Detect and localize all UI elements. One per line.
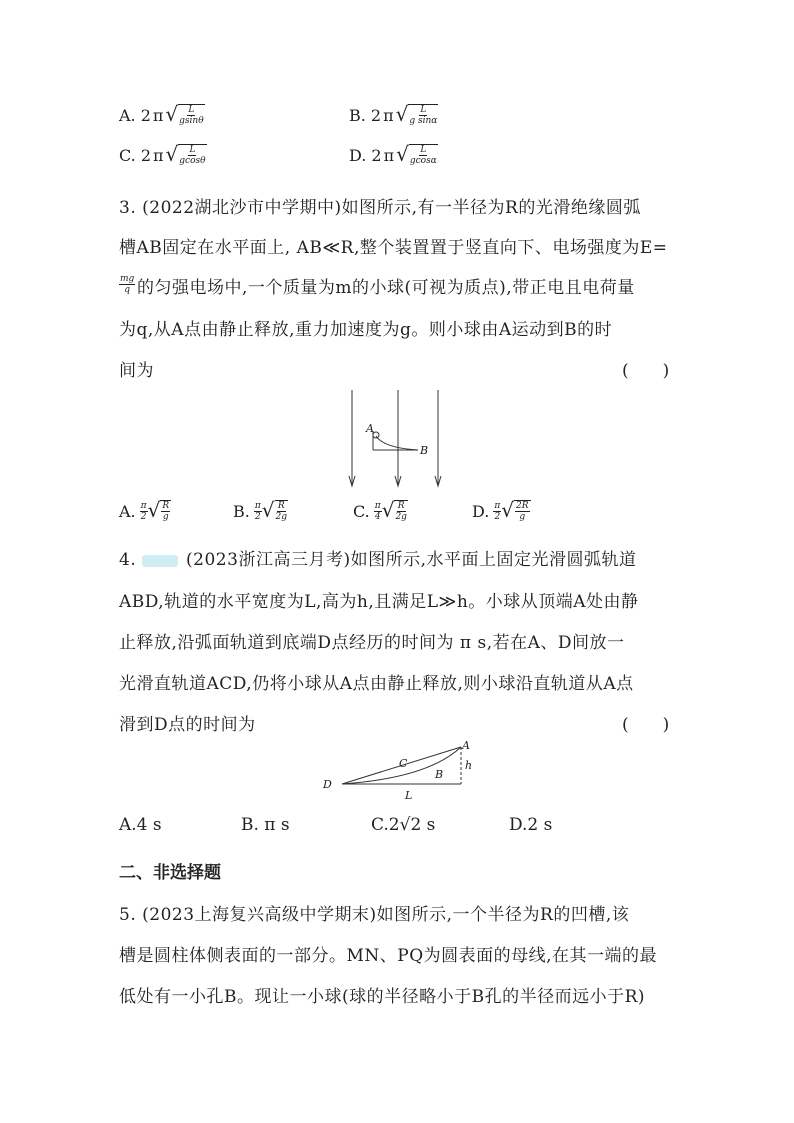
frac-num: L: [189, 145, 196, 155]
frac-den: g: [519, 512, 526, 522]
q4-line-4: 光滑直轨道ACD,仍将小球从A点由静止释放,则小球沿直轨道从A点: [119, 674, 634, 694]
q2-option-d[interactable]: [349, 144, 438, 166]
q3-line-5: 间为: [119, 361, 154, 381]
sqrt: √ $\frac{L}{gcos\theta}$: [165, 142, 206, 166]
frac-den: 2: [140, 511, 147, 522]
option-label: A. 2: [119, 105, 151, 125]
label-h: h: [465, 759, 473, 772]
coef-frac: [254, 501, 262, 522]
q5-line-1: 5. (2023上海复兴高级中学期末)如图所示,一个半径为R的凹槽,该: [119, 905, 630, 925]
label-b: B: [420, 444, 429, 457]
q5-line-3: 低处有一小孔B。现让一小球(球的半径略小于B孔的半径而远小于R): [119, 987, 646, 1007]
q4-line-2: ABD,轨道的水平宽度为L,高为h,且满足L≫h。小球从顶端A处由静: [119, 592, 639, 612]
sqrt: √ $\frac{L}{gsin\theta}$: [165, 102, 204, 126]
question-number: 4.: [119, 550, 137, 570]
frac-den: 2: [494, 511, 501, 522]
option-label: C. 2: [119, 145, 152, 165]
q3-line-4: 为q,从A点由静止释放,重力加速度为g。则小球由A运动到B的时: [119, 320, 613, 340]
frac-den: gsinθ: [179, 116, 204, 126]
q3-option-d[interactable]: [472, 500, 531, 522]
q2-option-c[interactable]: [119, 144, 207, 166]
label-c: C: [399, 757, 408, 770]
frac-den: 2: [254, 511, 261, 522]
q3-line-3: 的匀强电场中,一个质量为m的小球(可视为质点),带正电且电荷量: [137, 278, 635, 298]
q4-option-c[interactable]: C.2√2 s: [371, 815, 436, 835]
q3-option-c[interactable]: [353, 500, 408, 522]
frac-den: q: [124, 285, 131, 295]
frac-den: 2g: [395, 512, 407, 522]
frac-num: R: [277, 501, 285, 511]
frac-num: L: [188, 105, 195, 115]
sqrt: √ $\frac{L}{gcos\alpha}$: [396, 142, 437, 166]
frac-num: L: [420, 145, 427, 155]
tag-badge: [142, 555, 178, 567]
field-strength-fraction: [119, 266, 135, 295]
sqrt: √ $\frac{R}{g}$: [147, 498, 170, 522]
q4-option-d[interactable]: D.2 s: [509, 815, 553, 835]
coef-frac: [374, 501, 382, 522]
coef-frac: [140, 501, 148, 522]
q4-line-1-text: (2023浙江高三月考)如图所示,水平面上固定光滑圆弧轨道: [186, 550, 637, 570]
q4-option-a[interactable]: A.4 s: [119, 815, 162, 835]
frac-den: gcosθ: [179, 156, 206, 166]
pi-symbol: π: [383, 105, 394, 125]
frac-num: R: [162, 501, 170, 511]
sqrt: √ $\frac{L}{\text{g sinα}}$: [395, 102, 438, 126]
pi-symbol: π: [383, 145, 395, 165]
q4-line-1: [119, 545, 636, 570]
option-label: A.: [119, 501, 136, 521]
q2-option-b[interactable]: [349, 104, 438, 126]
pi-symbol: π: [152, 105, 164, 125]
option-label: B.: [233, 501, 250, 521]
sqrt: √ $\frac{2R}{g}$: [501, 498, 529, 522]
sqrt: √ $\frac{R}{2g}$: [381, 498, 407, 522]
q3-line-1: 3. (2022湖北沙市中学期中)如图所示,有一半径为R的光滑绝缘圆弧: [119, 198, 641, 218]
sqrt: √ $\frac{R}{2g}$: [261, 498, 288, 522]
frac-num: R: [397, 501, 405, 511]
label-a: A: [366, 422, 374, 435]
frac-num: 2R: [516, 501, 529, 511]
q5-line-2: 槽是圆柱体侧表面的一部分。MN、PQ为圆表面的母线,在其一端的最: [119, 946, 658, 966]
frac-num: π: [374, 500, 381, 511]
frac-num: π: [254, 500, 261, 511]
option-label: B. 2: [349, 105, 382, 125]
option-label: D. 2: [349, 145, 382, 165]
section-heading: 二、非选择题: [119, 863, 221, 883]
frac-num: L: [420, 105, 427, 115]
label-l: L: [405, 789, 413, 802]
arc-groove: [376, 436, 418, 450]
option-label: D.: [472, 501, 490, 521]
answer-bracket[interactable]: ( ): [622, 361, 670, 381]
frac-num: π: [140, 500, 147, 511]
q3-line-2: 槽AB固定在水平面上, AB≪R,整个装置置于竖直向下、电场强度为E=: [119, 238, 668, 258]
label-a: A: [462, 739, 470, 752]
q3-figure: [340, 388, 450, 492]
q4-figure: [318, 738, 478, 804]
frac-den: 2g: [275, 512, 288, 522]
q2-option-a[interactable]: [119, 104, 205, 126]
frac-den: g: [162, 512, 169, 522]
option-label: C.: [353, 501, 370, 521]
frac-num: mg: [120, 274, 135, 284]
q3-option-a[interactable]: [119, 500, 171, 522]
q4-option-b[interactable]: B. π s: [241, 815, 290, 835]
q4-line-3: 止释放,沿弧面轨道到底端D点经历的时间为 π s,若在A、D间放一: [119, 633, 625, 653]
frac-den: g sinα: [409, 116, 438, 126]
label-d: D: [323, 778, 332, 791]
q4-line-5: 滑到D点的时间为: [119, 715, 256, 735]
answer-bracket[interactable]: ( ): [622, 715, 670, 735]
frac-den: 4: [374, 511, 381, 522]
frac-num: π: [494, 500, 501, 511]
coef-frac: [493, 501, 501, 522]
pi-symbol: π: [153, 145, 164, 165]
frac-den: gcosα: [409, 156, 437, 166]
label-b: B: [435, 768, 444, 781]
q3-option-b[interactable]: [233, 500, 288, 522]
